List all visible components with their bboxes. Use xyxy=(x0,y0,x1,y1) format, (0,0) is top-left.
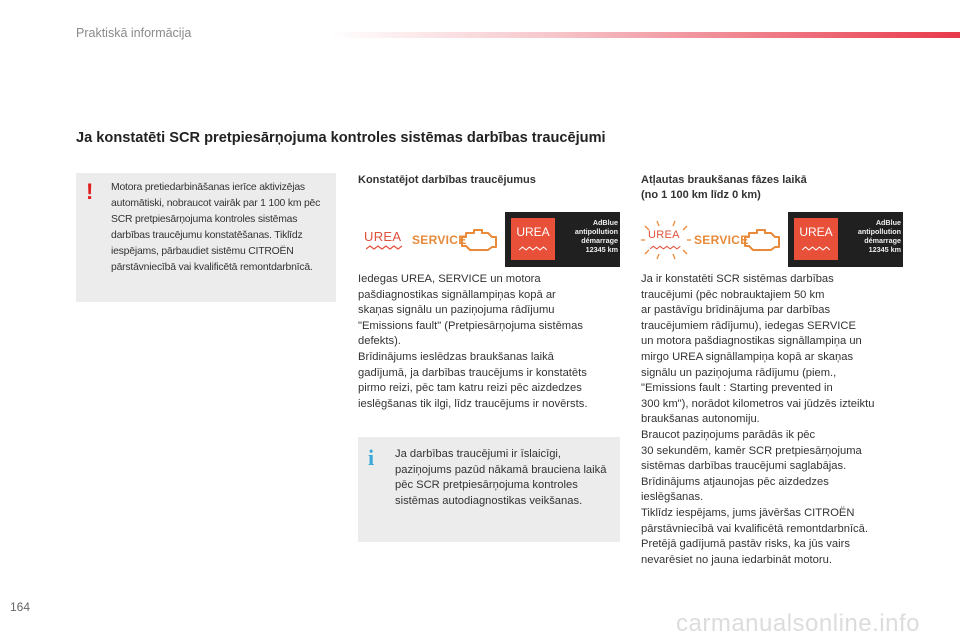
display-msg-line: AdBlue xyxy=(592,218,618,227)
header-title: Praktiskā informācija xyxy=(76,26,192,40)
right-column-title-line: Atļautas braukšanas fāzes laikā xyxy=(641,174,807,186)
display-msg-line: AdBlue xyxy=(875,218,901,227)
display-msg-line: 12345 km xyxy=(868,245,901,254)
urea-lamp-label: UREA xyxy=(648,229,680,241)
left-column-text: Iedegas UREA, SERVICE un motora pašdiagnostikas signāllampiņas kopā ar skaņas signālu un paziņojuma rādījumu "Emissions fault" (Pretpiesārņojuma sistēmas defekts). Brīdinājums ieslēdzas braukšanas laikā gadījumā, ja darbības traucējums ir konstatēts pirmo reizi, pēc tam katru reizi pēc aizdedzes ieslēgšanas tik ilgi, līdz traucējums ir novērsts. xyxy=(358,273,588,410)
section-title: Ja konstatēti SCR pretpiesārņojuma kontroles sistēmas darbības traucējumi xyxy=(76,130,606,146)
exclamation-icon: ! xyxy=(86,179,94,204)
wave-icon xyxy=(650,245,682,251)
info-box xyxy=(358,437,620,542)
wave-icon xyxy=(802,246,830,251)
right-column-title xyxy=(641,173,807,203)
urea-lamp xyxy=(648,229,680,241)
warning-text: Motora pretiedarbināšanas ierīce aktivizējas automātiski, nobraucot vairāk par 1 100 km pēc SCR pretpiesārņojuma kontroles sistēmas darbības traucējumu konstatēšanas. Tiklīdz iespējams, pārbaudiet sistēmu CITROËN pārstāvniecībā vai kvalificētā remontdarbnīcā. xyxy=(111,182,321,273)
display-msg-line: antipollution xyxy=(574,227,618,236)
warning-box xyxy=(76,173,336,302)
info-icon: i xyxy=(368,445,375,470)
display-urea-label: UREA xyxy=(799,225,833,239)
display-msg-line: démarrage xyxy=(581,236,618,245)
display-urea xyxy=(794,218,838,260)
left-column-title: Konstatējot darbības traucējumus xyxy=(358,174,536,186)
display-panel xyxy=(788,212,903,267)
right-lamps xyxy=(641,212,907,270)
right-column-text: Ja ir konstatēti SCR sistēmas darbības traucējumi (pēc nobrauktajiem 50 km ar pastāvīgu brīdinājuma par darbības traucējumiem rādījumu), iedegas SERVICE un motora pašdiagnostikas signāllampiņa un mirgo UREA signāllampiņa kopā ar skaņas signālu un paziņojuma rādījumu (piem., "Emissions fault : Starting prevented in 300 km"), norādot kilometros vai jūdzēs izteiktu braukšanas autonomiju. Braucot paziņojums parādās ik pēc 30 sekundēm, kamēr SCR pretpiesārņojuma sistēmas darbības traucējumi saglabājas. Brīdinājums atjaunojas pēc aizdedzes ieslēgšanas. Tiklīdz iespējams, jums jāvēršas CITROËN pārstāvniecībā vai kvalificētā remontdarbnīcā. Pretējā gadījumā pastāv risks, ka jūs vairs nevarēsiet no jauna iedarbināt motoru. xyxy=(641,273,875,566)
display-panel xyxy=(505,212,620,267)
display-urea xyxy=(511,218,555,260)
left-lamps xyxy=(358,212,620,270)
wave-icon xyxy=(519,246,547,251)
urea-lamp xyxy=(364,229,401,244)
info-text: Ja darbības traucējumi ir īslaicīgi, paziņojums pazūd nākamā brauciena laikā pēc SCR pretpiesārņojuma kontroles sistēmas autodiagnostikas veikšanas. xyxy=(395,448,607,507)
display-msg-line: antipollution xyxy=(857,227,901,236)
engine-check-icon xyxy=(743,225,781,253)
display-msg-line: démarrage xyxy=(864,236,901,245)
display-msg-line: 12345 km xyxy=(585,245,618,254)
display-urea-label: UREA xyxy=(516,225,550,239)
display-message xyxy=(843,218,901,254)
engine-check-icon xyxy=(460,225,498,253)
watermark: carmanualsonline.info xyxy=(676,610,920,637)
header-accent-bar xyxy=(330,32,960,38)
page-number: 164 xyxy=(10,600,31,614)
urea-lamp-label: UREA xyxy=(364,229,402,244)
service-lamp: SERVICE xyxy=(412,233,467,247)
right-column-title-line: (no 1 100 km līdz 0 km) xyxy=(641,189,761,201)
service-lamp: SERVICE xyxy=(694,233,749,247)
display-message xyxy=(560,218,618,254)
wave-icon xyxy=(366,245,404,251)
